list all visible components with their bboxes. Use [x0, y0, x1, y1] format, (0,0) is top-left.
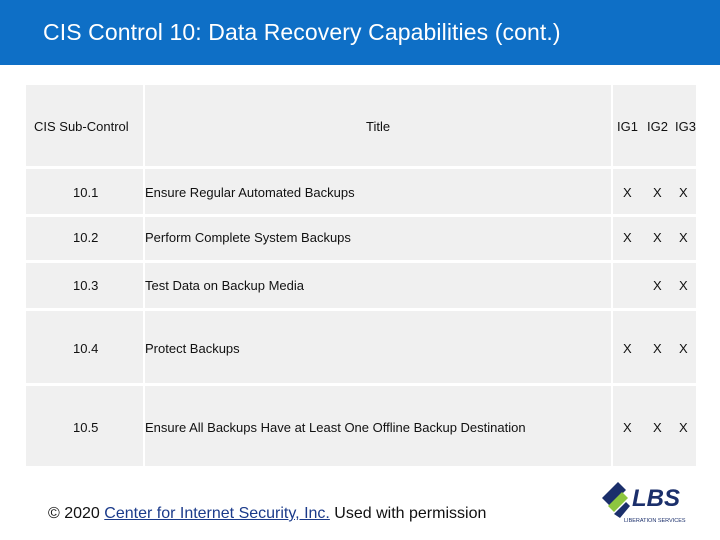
copyright-suffix: Used with permission	[329, 505, 487, 522]
table-row-ig3: X	[679, 420, 688, 435]
copyright-prefix: © 2020	[48, 505, 105, 522]
row-divider	[26, 308, 696, 311]
row-divider	[26, 166, 696, 169]
table-row-title: Protect Backups	[145, 341, 240, 356]
logo-text: LBS	[632, 485, 680, 512]
table-row-ig3: X	[679, 341, 688, 356]
table-row-ig2: X	[653, 230, 662, 245]
table-row-ig1: X	[623, 230, 632, 245]
table-row-title: Test Data on Backup Media	[145, 278, 304, 293]
header-ig2: IG2	[647, 119, 668, 134]
row-divider	[26, 214, 696, 217]
table-row-id: 10.4	[73, 341, 99, 356]
sub-control-table	[26, 85, 696, 466]
table-row-ig1: X	[623, 341, 632, 356]
row-divider	[26, 260, 696, 263]
cis-link[interactable]: Center for Internet Security, Inc.	[104, 505, 330, 522]
copyright-notice	[48, 505, 486, 523]
header-bar	[0, 0, 720, 65]
logo-subtext: LIBERATION SERVICES	[624, 518, 686, 524]
table-row-id: 10.5	[73, 420, 99, 435]
table-row-ig2: X	[653, 341, 662, 356]
logo-mark-icon	[602, 482, 630, 518]
table-row-ig2: X	[653, 278, 662, 293]
table-row-id: 10.1	[73, 185, 99, 200]
table-row-id: 10.3	[73, 278, 99, 293]
table-row-id: 10.2	[73, 230, 99, 245]
table-row-ig3: X	[679, 230, 688, 245]
slide-title: CIS Control 10: Data Recovery Capabilities (cont.)	[43, 19, 561, 45]
table-row-ig3: X	[679, 278, 688, 293]
table-row-title: Ensure Regular Automated Backups	[145, 185, 355, 200]
header-title: Title	[366, 119, 391, 134]
row-divider	[26, 383, 696, 386]
header-ig3: IG3	[675, 119, 696, 134]
lbs-logo	[600, 476, 710, 526]
header-ig1: IG1	[617, 119, 638, 134]
table-row-ig2: X	[653, 185, 662, 200]
table-row-title: Perform Complete System Backups	[145, 230, 351, 245]
table-row-ig3: X	[679, 185, 688, 200]
table-row-title: Ensure All Backups Have at Least One Offline Backup Destination	[145, 420, 526, 435]
table-row-ig1: X	[623, 420, 632, 435]
column-divider	[611, 85, 613, 466]
header-sub-control: CIS Sub-Control	[34, 119, 129, 134]
column-divider	[143, 85, 145, 466]
table-row-ig2: X	[653, 420, 662, 435]
table-row-ig1: X	[623, 185, 632, 200]
